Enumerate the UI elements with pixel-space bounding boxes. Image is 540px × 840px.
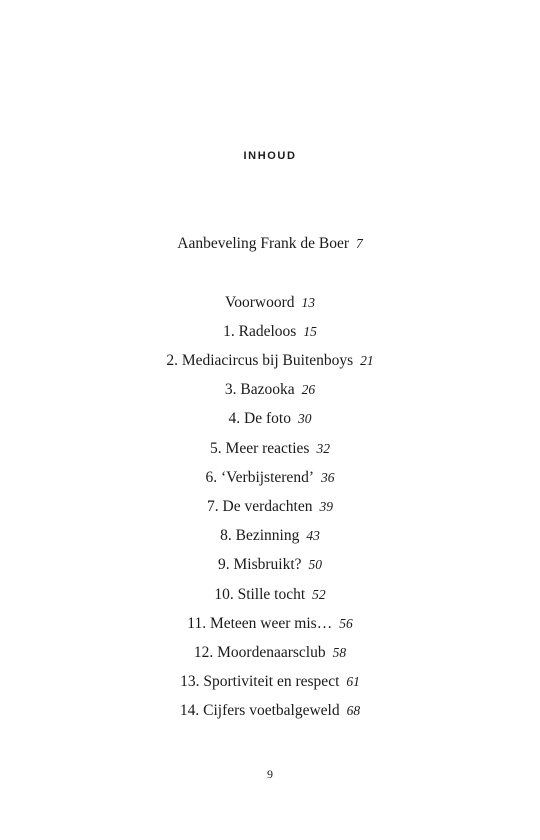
toc-entry-label: 4. De foto xyxy=(228,410,291,427)
toc-entry-chapter-8 xyxy=(0,527,540,545)
toc-entry-chapter-2 xyxy=(0,352,540,370)
toc-entry-page: 36 xyxy=(320,470,335,485)
toc-entry-page: 26 xyxy=(301,382,316,397)
toc-entry-page: 68 xyxy=(346,703,361,718)
toc-entry-page: 21 xyxy=(360,353,374,368)
toc-entry-chapter-4 xyxy=(0,410,540,428)
toc-entry-label: 8. Bezinning xyxy=(220,527,300,544)
toc-entry-label: 9. Misbruikt? xyxy=(217,556,302,573)
toc-entry-chapter-6 xyxy=(0,469,540,487)
toc-entry-label: 13. Sportiviteit en respect xyxy=(180,673,340,690)
toc-entry-page: 58 xyxy=(332,645,347,660)
toc-entry-page: 43 xyxy=(306,528,320,543)
toc-entry-page: 52 xyxy=(312,587,326,602)
toc-entry-label: 11. Meteen weer mis… xyxy=(187,615,333,632)
toc-entry-label: 2. Mediacircus bij Buitenboys xyxy=(166,352,354,369)
toc-entry-page: 56 xyxy=(339,616,353,631)
toc-entry-chapter-13 xyxy=(0,673,540,691)
toc-entry-label: 3. Bazooka xyxy=(224,381,295,398)
toc-entry-label: 7. De verdachten xyxy=(207,498,313,515)
toc-entry-page: 32 xyxy=(316,441,330,456)
toc-entry-page: 30 xyxy=(297,411,312,426)
toc-entry-chapter-12 xyxy=(0,644,540,662)
toc-entry-label: 12. Moordenaarsclub xyxy=(193,644,326,661)
toc-entry-page: 13 xyxy=(301,295,315,310)
toc-entry-chapter-9 xyxy=(0,556,540,574)
toc-entry-chapter-7 xyxy=(0,498,540,516)
toc-entry-page: 39 xyxy=(319,499,333,514)
toc-entry-label: Voorwoord xyxy=(225,294,295,311)
toc-entry-chapter-14 xyxy=(0,702,540,720)
page-number: 9 xyxy=(267,767,273,781)
toc-entry-page: 7 xyxy=(356,236,363,251)
toc-entry-label: 1. Radeloos xyxy=(223,323,297,340)
toc-entry-chapter-10 xyxy=(0,586,540,604)
toc-entry-chapter-5 xyxy=(0,440,540,458)
toc-heading: INHOUD xyxy=(243,150,297,162)
toc-entry-foreword xyxy=(0,294,540,312)
toc-entry-page: 15 xyxy=(303,324,317,339)
toc-entry-page: 61 xyxy=(346,674,360,689)
toc-entry-label: Aanbeveling Frank de Boer xyxy=(177,235,349,252)
toc-entry-label: 5. Meer reacties xyxy=(210,440,310,457)
toc-entry-chapter-3 xyxy=(0,381,540,399)
toc-entry-recommendation xyxy=(0,235,540,253)
toc-entry-label: 14. Cijfers voetbalgeweld xyxy=(179,702,340,719)
toc-entry-label: 10. Stille tocht xyxy=(214,586,306,603)
toc-entry-page: 50 xyxy=(308,557,323,572)
toc-entry-label: 6. ‘Verbijsterend’ xyxy=(205,469,314,486)
toc-entry-chapter-11 xyxy=(0,615,540,633)
toc-entry-chapter-1 xyxy=(0,323,540,341)
